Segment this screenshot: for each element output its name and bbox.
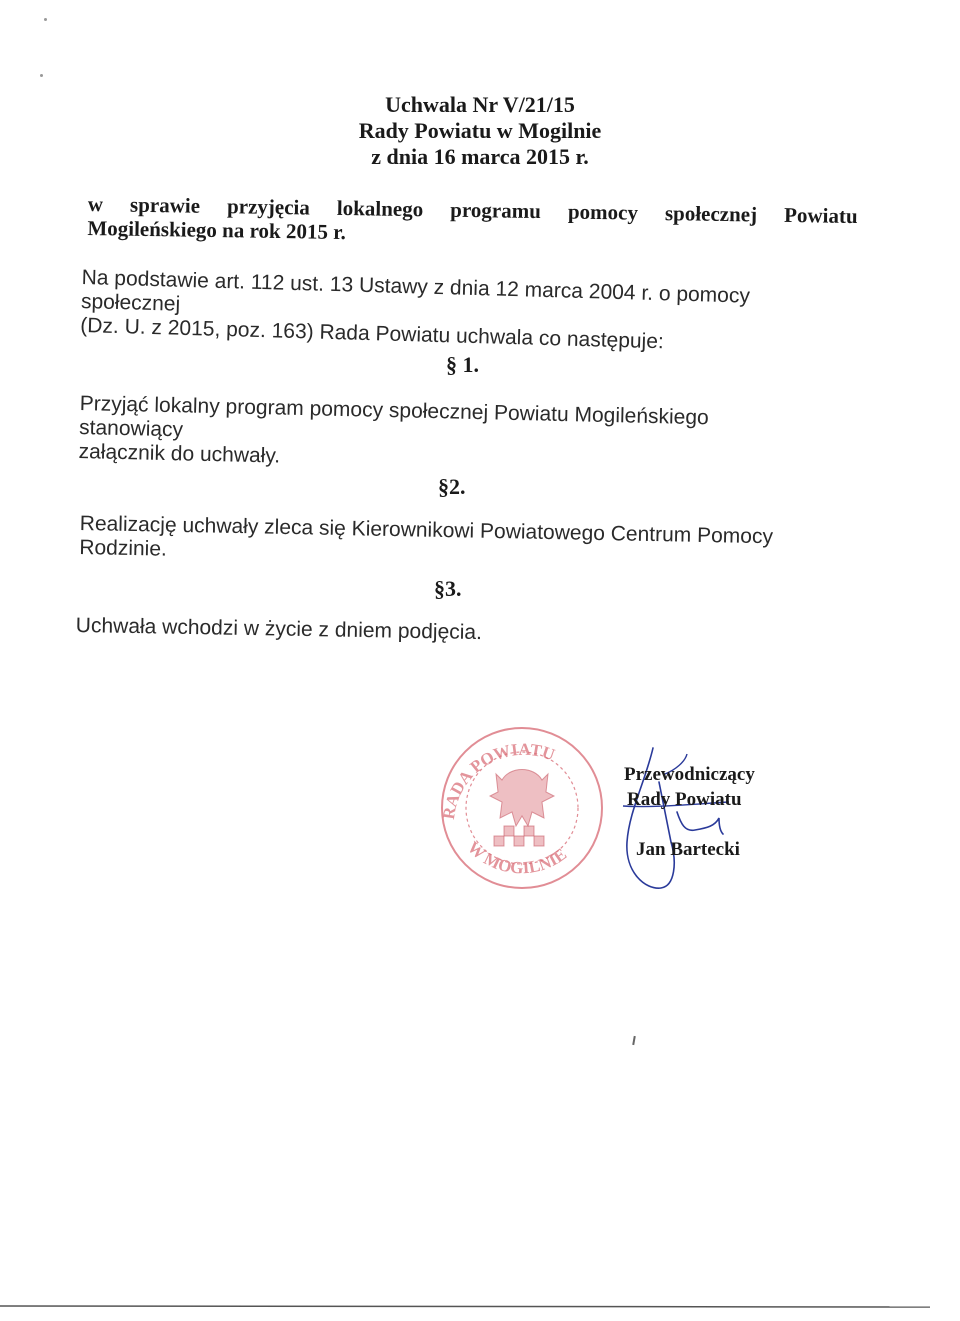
- subject-word: sprawie: [129, 192, 201, 218]
- scan-speck: [44, 18, 47, 21]
- subject-word: programu: [450, 197, 542, 224]
- eagle-emblem-icon: [490, 770, 554, 847]
- subject-word: w: [87, 192, 104, 217]
- resolution-title: Uchwala Nr V/21/15: [385, 92, 575, 117]
- subject-line-2: Mogileńskiego na rok 2015 r.: [87, 215, 347, 245]
- section-3-line-1: Uchwała wchodzi w życie z dniem podjęcia.: [75, 614, 483, 645]
- signatory-name: Jan Bartecki: [636, 839, 740, 860]
- scan-speck: [40, 74, 43, 77]
- legal-basis-paragraph: [80, 266, 822, 359]
- subject-word: pomocy: [567, 199, 639, 225]
- page-bottom-edge: [0, 1302, 960, 1312]
- subject-word: społecznej: [664, 201, 758, 227]
- subject-word: przyjęcia: [226, 194, 311, 220]
- legal-basis-line-2: (Dz. U. z 2015, poz. 163) Rada Powiatu uchwala co następuje:: [80, 313, 665, 354]
- section-2-text: [79, 512, 850, 575]
- scan-mark: [632, 1036, 636, 1045]
- section-1-mark: § 1.: [446, 352, 479, 377]
- section-2-mark: §2.: [438, 474, 466, 499]
- resolution-header: [0, 92, 960, 170]
- resolution-subject: [87, 192, 858, 252]
- seal-top-text: RADA POWIATU: [438, 739, 558, 821]
- seal-bottom-text: W MOGILNIE: [463, 837, 571, 878]
- resolution-date: z dnia 16 marca 2015 r.: [371, 144, 589, 169]
- section-1-line-2: załącznik do uchwały.: [78, 439, 281, 468]
- issuing-body: Rady Powiatu w Mogilnie: [358, 118, 602, 143]
- section-3-mark: §3.: [434, 576, 462, 601]
- subject-word: Powiatu: [783, 202, 858, 229]
- section-3-text: [76, 614, 576, 647]
- section-2-line-1: Realizację uchwały zleca się Kierownikowi Powiatowego Centrum Pomocy Rodzinie.: [79, 512, 774, 561]
- subject-word: lokalnego: [336, 195, 424, 222]
- official-seal-stamp: [432, 722, 612, 894]
- section-1-text: [78, 392, 799, 480]
- legal-basis-line-1: Na podstawie art. 112 ust. 13 Ustawy z dnia 12 marca 2004 r. o pomocy społecznej: [80, 266, 751, 316]
- signatory-body: Rady Powiatu: [627, 789, 742, 810]
- signatory-role: Przewodniczący: [624, 764, 755, 785]
- section-1-line-1: Przyjąć lokalny program pomocy społecznej Powiatu Mogileńskiego stanowiący: [78, 392, 709, 442]
